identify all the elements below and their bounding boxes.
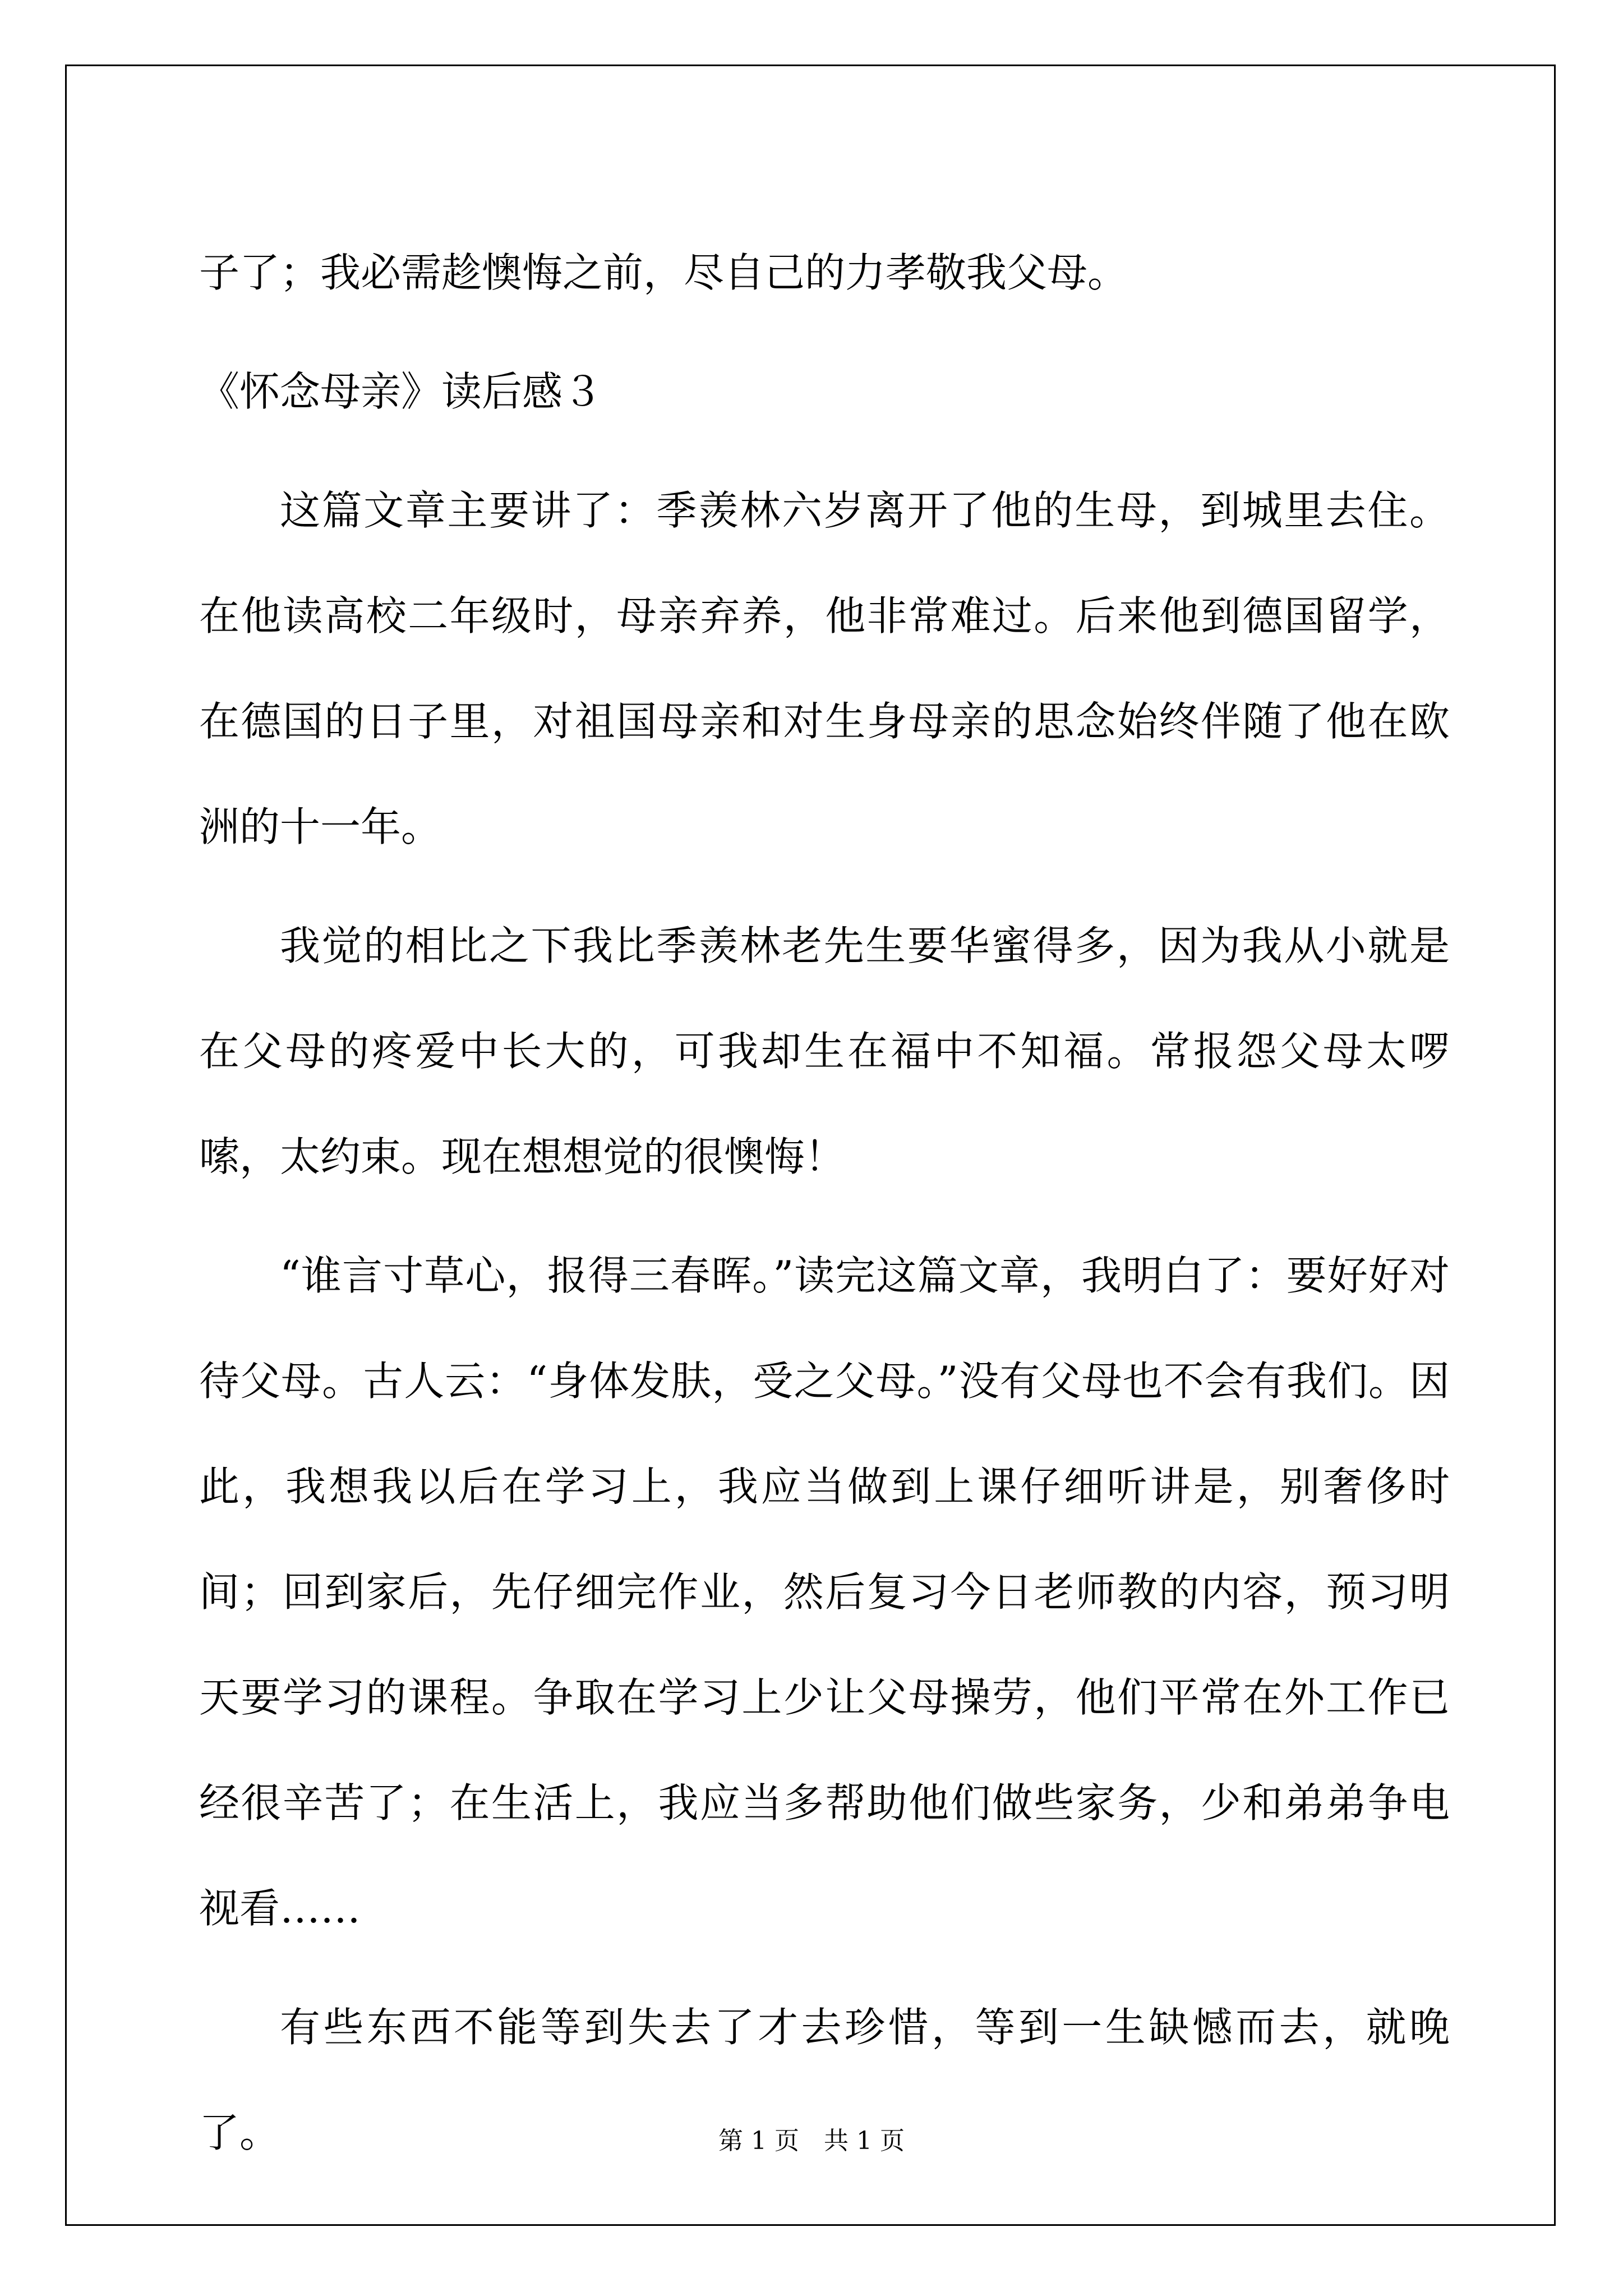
section-heading: 《怀念母亲》读后感３	[199, 368, 603, 415]
document-body	[199, 220, 1450, 2185]
paragraph-conclusion: 有些东西不能等到失去了才去珍惜，等到一生缺憾而去，就晚了。	[199, 2004, 1450, 2156]
paragraph-summary: 这篇文章主要讲了：季羡林六岁离开了他的生母，到城里去住。在他读高校二年级时，母亲弃养，他非常难过。后来他到德国留学，在德国的日子里，对祖国母亲和对生身母亲的思念始终伴随了他在欧洲的十一年。	[199, 487, 1450, 850]
paragraph-continuation: 子了；我必需趁懊悔之前，尽自己的力孝敬我父母。	[199, 249, 1128, 296]
paragraph-resolution: “谁言寸草心，报得三春晖。”读完这篇文章，我明白了：要好好对待父母。古人云：“身体发肤，受之父母。”没有父母也不会有我们。因此，我想我以后在学习上，我应当做到上课仔细听讲是，别奢侈时间；回到家后，先仔细完作业，然后复习今日老师教的内容，预习明天要学习的课程。争取在学习上少让父母操劳，他们平常在外工作已经很辛苦了；在生活上，我应当多帮助他们做些家务，少和弟弟争电视看……	[199, 1252, 1450, 1932]
page-number-footer: 第 1 页 共 1 页	[718, 2127, 905, 2155]
paragraph-reflection: 我觉的相比之下我比季羡林老先生要华蜜得多，因为我从小就是在父母的疼爱中长大的，可我却生在福中不知福。常报怨父母太啰嗦，太约束。现在想想觉的很懊悔！	[199, 922, 1450, 1180]
